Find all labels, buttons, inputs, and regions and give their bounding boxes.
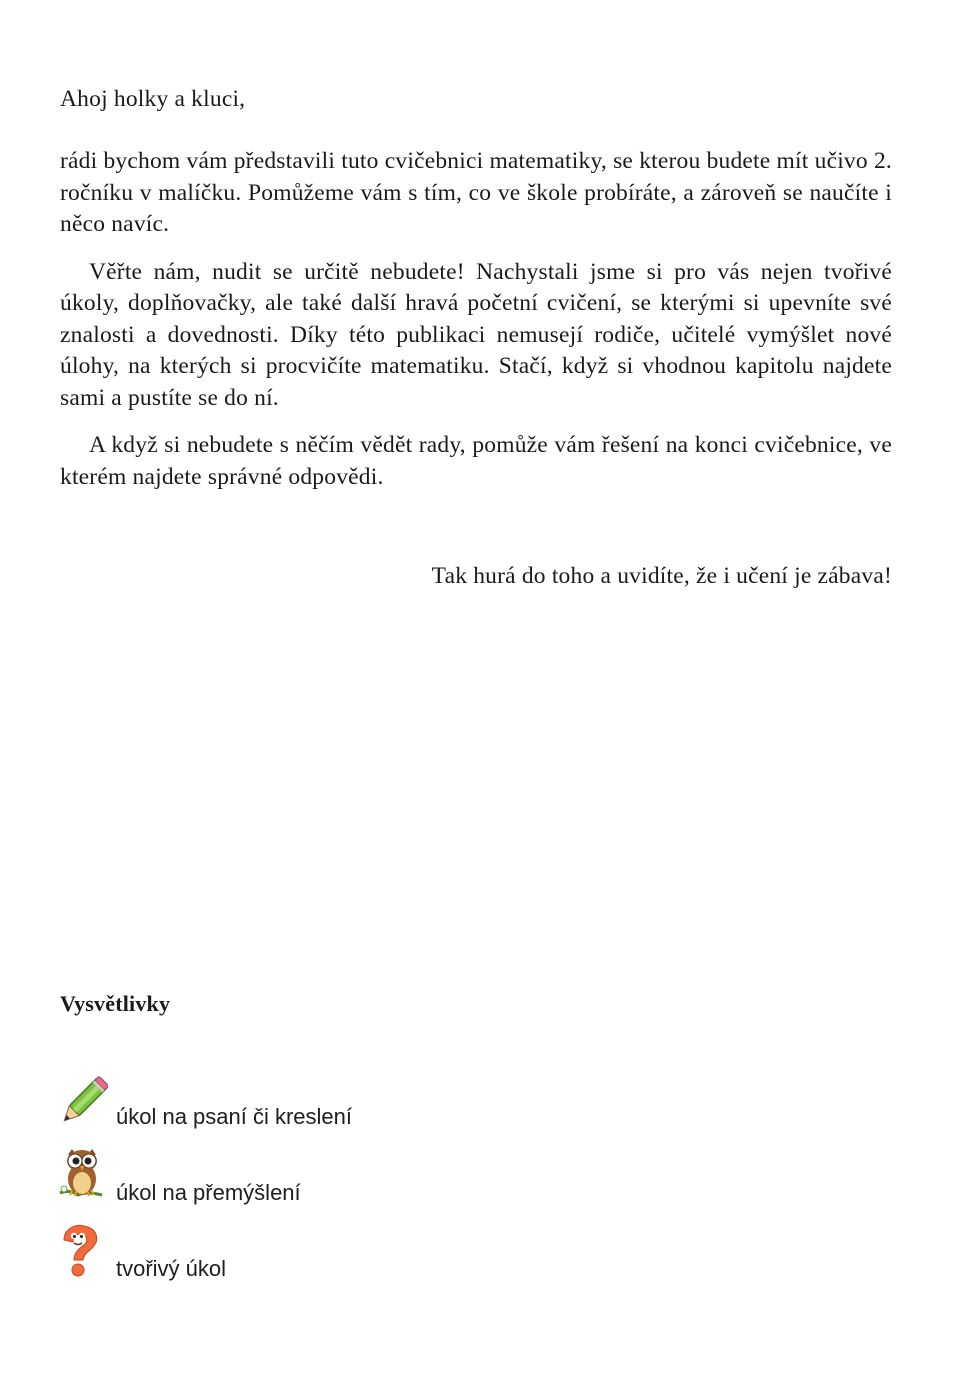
letter-closing: Tak hurá do toho a uvidíte, že i učení je zábava! [431,563,892,589]
letter-body [60,146,892,509]
letter-paragraph-solutions: A když si nebudete s něčím vědět rady, pomůže vám řešení na konci cvičebnice, ve kterém najdete správné odpovědi. [60,432,892,490]
legend-item-creative [56,1222,556,1286]
owl-icon [56,1145,106,1208]
legend-label-thinking: úkol na přemýšlení [116,1180,301,1205]
legend-item-thinking [56,1145,556,1209]
question-mark-icon [56,1222,104,1285]
letter-paragraph-content: Věřte nám, nudit se určitě nebudete! Nachystali jsme si pro vás nejen tvořivé úkoly, doplňovačky, ale také další hravá početní cvičení, se kterými si upevníte své znalosti a dovednosti. Díky této publikaci nemusejí rodiče, učitelé vymýšlet nové úlohy, na kterých si procvičíte matematiku. Stačí, když si vhodnou kapitolu najdete sami a pustíte se do ní. [60,258,892,411]
legend-item-writing [56,1076,556,1140]
letter-paragraph-intro: rádi bychom vám představili tuto cvičebnici matematiky, se kterou budete mít učivo 2. ročníku v malíčku. Pomůžeme vám s tím, co ve škole probíráte, a zároveň se naučíte i něco navíc. [60,148,892,237]
pencil-icon [56,1076,108,1135]
legend-label-creative: tvořivý úkol [116,1256,227,1281]
legend-title: Vysvětlivky [60,991,171,1016]
letter-greeting: Ahoj holky a kluci, [60,86,246,112]
legend-label-writing: úkol na psaní či kreslení [116,1104,353,1129]
